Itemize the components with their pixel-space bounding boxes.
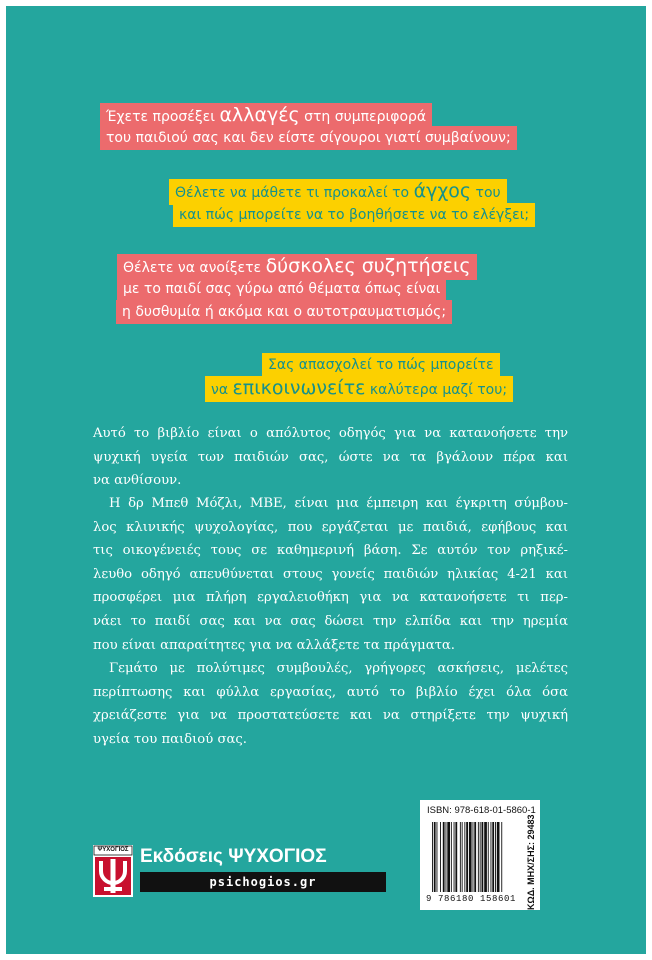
- publisher-name: Εκδόσεις ΨΥΧΟΓΙΟΣ: [140, 846, 327, 867]
- question-1-line-2: του παιδιού σας και δεν είστε σίγουροι γιατί συμβαίνουν;: [100, 126, 517, 150]
- question-4-line-2: [205, 376, 513, 402]
- question-text: του: [471, 185, 501, 201]
- publisher-logo-text: ΨΥΧΟΓΙΟΣ: [97, 847, 129, 853]
- text-line: χρειάζεστε για να προστατεύσετε και να στηρίξετε την ψυχική: [93, 708, 568, 724]
- barcode-image: [432, 822, 528, 894]
- question-text: Θέλετε να μάθετε τι προκαλεί το: [175, 185, 414, 201]
- question-emphasis: αλλαγές: [219, 104, 300, 126]
- question-text: Έχετε προσέξει: [106, 109, 220, 125]
- publisher-url[interactable]: psichogios.gr: [140, 872, 386, 892]
- text-line: περίπτωσης και φύλλα εργασίας, αυτό το βιβλίο έχει όλα όσα: [93, 684, 568, 700]
- text-line: λος κλινικής ψυχολογίας, που εργάζεται με παιδιά, εφήβους και: [93, 519, 568, 535]
- question-text: στη συμπεριφορά: [299, 109, 427, 125]
- text-line: Η δρ Μπεθ Μόζλι, MBE, είναι μια έμπειρη και έγκριτη σύμβου-: [109, 496, 568, 511]
- text-line: νάει το παιδί σας και να σας δώσει την ελπίδα και την ηρεμία: [93, 613, 568, 629]
- description-paragraph-3: [93, 657, 568, 751]
- question-emphasis: δύσκολες συζητήσεις: [265, 255, 471, 277]
- text-line: τις οικογένειές τους σε καθημερινή βάση. Σε αυτόν τον ρηξικέ-: [93, 543, 568, 559]
- text-line: Γεμάτο με πολύτιμες συμβουλές, γρήγορες ασκήσεις, μελέτες: [109, 661, 568, 676]
- text-line: Αυτό το βιβλίο είναι ο απόλυτος οδηγός για να κατανοήσετε την: [93, 426, 568, 441]
- text-line: να ανθίσουν.: [93, 473, 182, 489]
- barcode-digits: 9 786180 158601: [426, 894, 517, 904]
- question-text: Θέλετε να ανοίξετε: [123, 260, 266, 276]
- question-text: να: [211, 382, 233, 398]
- description-paragraph-1: [93, 422, 568, 493]
- isbn-label: ISBN: 978-618-01-5860-1: [427, 805, 536, 816]
- description-paragraph-2: [93, 492, 568, 657]
- text-line: λευθο οδηγό απευθύνεται στους γονείς παιδιών ηλικίας 4-21 και: [93, 566, 568, 582]
- barcode-box: [420, 800, 540, 910]
- text-line: υγεία του παιδιού σας.: [93, 731, 247, 747]
- question-4-line-1: Σας απασχολεί το πώς μπορείτε: [262, 353, 500, 377]
- question-2-line-1: [169, 179, 507, 205]
- text-line: προσφέρει μια πλήρη εργαλειοθήκη για να κατανοήσετε τι περ-: [93, 590, 568, 606]
- question-3-line-3: η δυσθυμία ή ακόμα και ο αυτοτραυματισμός;: [116, 300, 452, 324]
- question-emphasis: επικοινωνείτε: [232, 377, 366, 399]
- question-text: καλύτερα μαζί του;: [365, 382, 508, 398]
- text-line: ψυχική υγεία των παιδιών σας, ώστε να τα βγάλουν πέρα και: [93, 449, 568, 465]
- text-line: που είναι απαραίτητες για να αλλάξετε τα πράγματα.: [93, 637, 455, 653]
- question-3-line-2: με το παιδί σας γύρω από θέματα όπως είναι: [117, 277, 446, 301]
- product-code-vertical: ΚΩΔ. ΜΗΧ/ΣΗΣ: 29483: [526, 814, 536, 910]
- question-2-line-2: και πώς μπορείτε να το βοηθήσετε να το ελέγξει;: [173, 203, 535, 227]
- question-emphasis: άγχος: [413, 180, 472, 202]
